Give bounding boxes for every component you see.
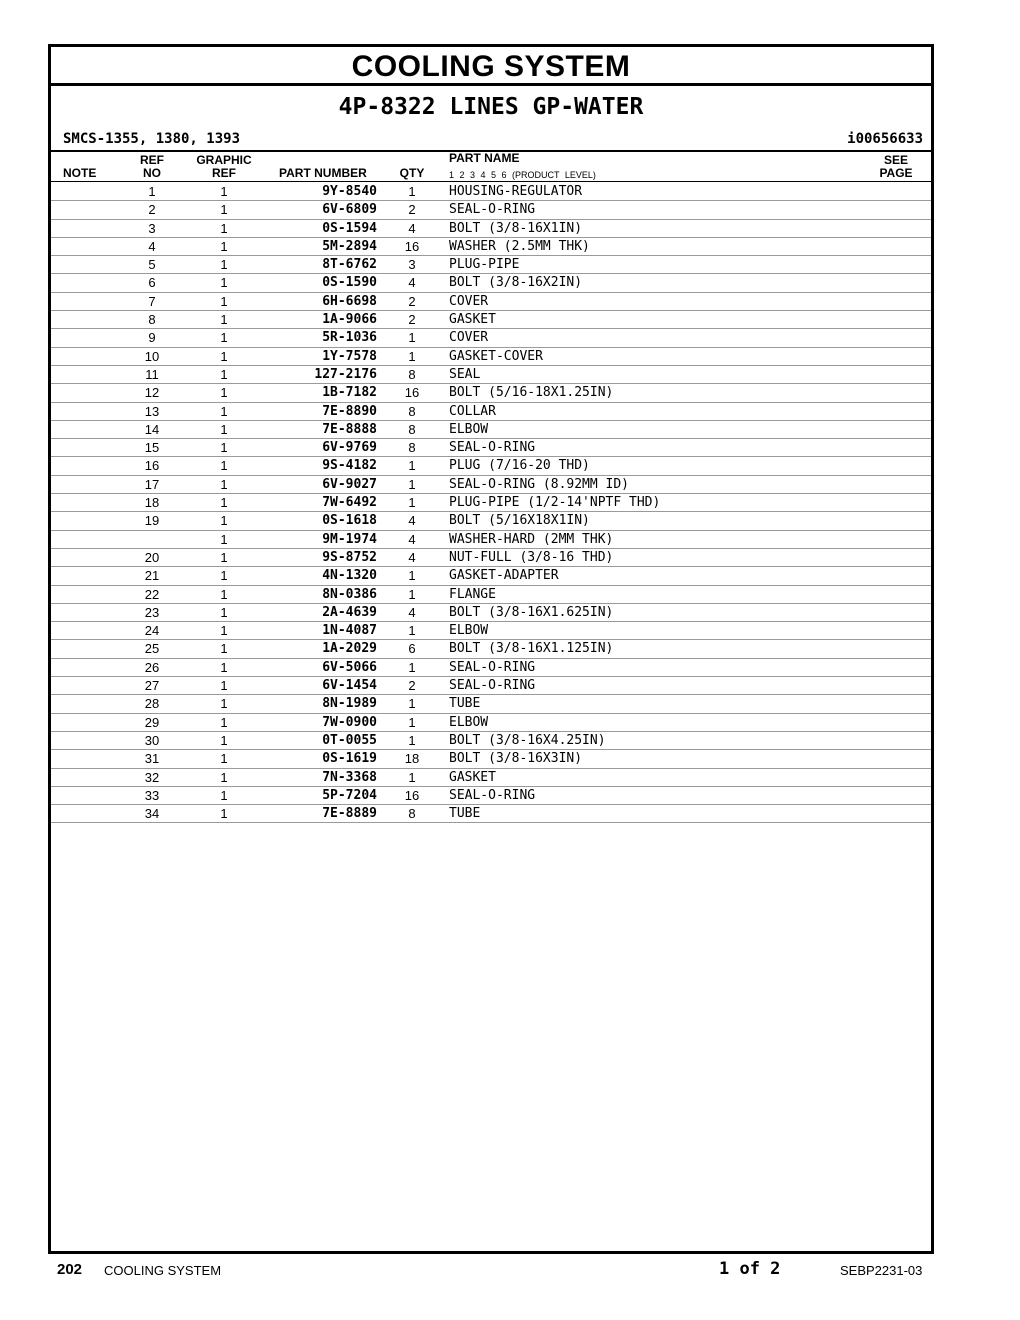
- parts-list-frame: [48, 44, 934, 1254]
- part-number-cell: 6V-6809: [322, 202, 377, 218]
- part-name-cell: TUBE: [449, 806, 481, 822]
- illustration-id: i00656633: [847, 131, 923, 147]
- ref-no-cell: 18: [144, 495, 160, 511]
- qty-cell: 1: [408, 714, 416, 730]
- qty-cell: 1: [408, 732, 416, 748]
- table-row: [51, 622, 931, 640]
- ref-no-cell: 9: [148, 330, 156, 346]
- qty-cell: 1: [408, 769, 416, 785]
- graphic-ref-cell: 1: [220, 385, 228, 401]
- table-row: [51, 457, 931, 475]
- ref-no-cell: 15: [144, 440, 160, 456]
- graphic-ref-cell: 1: [220, 275, 228, 291]
- table-row: [51, 439, 931, 457]
- table-row: [51, 220, 931, 238]
- page-title: COOLING SYSTEM: [51, 47, 931, 86]
- part-name-cell: SEAL-O-RING (8.92MM ID): [449, 476, 630, 492]
- graphic-ref-cell: 1: [220, 421, 228, 437]
- table-row: [51, 604, 931, 622]
- part-number-cell: 7E-8890: [322, 403, 377, 419]
- part-number-cell: 2A-4639: [322, 604, 377, 620]
- part-name-cell: SEAL-O-RING: [449, 202, 536, 218]
- qty-cell: 1: [408, 330, 416, 346]
- graphic-ref-cell: 1: [220, 604, 228, 620]
- page-of: 1 of 2: [719, 1259, 781, 1279]
- qty-cell: 18: [404, 751, 420, 767]
- qty-cell: 16: [404, 238, 420, 254]
- graphic-ref-cell: 1: [220, 787, 228, 803]
- table-row: [51, 476, 931, 494]
- col-see-header-top: SEE: [883, 153, 908, 167]
- graphic-ref-cell: 1: [220, 549, 228, 565]
- graphic-ref-cell: 1: [220, 769, 228, 785]
- graphic-ref-cell: 1: [220, 623, 228, 639]
- ref-no-cell: 13: [144, 403, 160, 419]
- part-name-cell: SEAL-O-RING: [449, 440, 536, 456]
- graphic-ref-cell: 1: [220, 641, 228, 657]
- table-row: [51, 311, 931, 329]
- part-name-cell: SEAL-O-RING: [449, 659, 536, 675]
- ref-no-cell: 30: [144, 732, 160, 748]
- ref-no-cell: 24: [144, 623, 160, 639]
- part-name-cell: COVER: [449, 293, 489, 309]
- qty-cell: 2: [408, 293, 416, 309]
- part-name-cell: COLLAR: [449, 403, 496, 419]
- ref-no-cell: 7: [148, 293, 156, 309]
- graphic-ref-cell: 1: [220, 568, 228, 584]
- part-number-cell: 7E-8888: [322, 421, 377, 437]
- table-row: [51, 714, 931, 732]
- part-name-cell: ELBOW: [449, 421, 489, 437]
- part-number-cell: 1A-2029: [322, 641, 377, 657]
- graphic-ref-cell: 1: [220, 220, 228, 236]
- part-number-cell: 8T-6762: [322, 257, 377, 273]
- table-row: [51, 695, 931, 713]
- table-row: [51, 787, 931, 805]
- graphic-ref-cell: 1: [220, 531, 228, 547]
- part-number-cell: 1N-4087: [322, 623, 377, 639]
- qty-cell: 16: [404, 787, 420, 803]
- qty-cell: 4: [408, 549, 416, 565]
- ref-no-cell: 11: [145, 366, 159, 382]
- qty-cell: 1: [408, 476, 416, 492]
- table-row: [51, 640, 931, 658]
- part-name-cell: PLUG-PIPE: [449, 257, 520, 273]
- group-subtitle: 4P-8322 LINES GP-WATER: [338, 94, 644, 120]
- graphic-ref-cell: 1: [220, 238, 228, 254]
- part-name-cell: GASKET-ADAPTER: [449, 568, 559, 584]
- part-name-cell: COVER: [449, 330, 489, 346]
- part-number-cell: 6V-1454: [322, 678, 377, 694]
- graphic-ref-cell: 1: [220, 714, 228, 730]
- col-graphic-header-bottom: REF: [212, 166, 236, 180]
- qty-cell: 2: [408, 312, 416, 328]
- part-number-cell: 6V-9027: [322, 476, 377, 492]
- qty-cell: 2: [408, 678, 416, 694]
- part-number-cell: 1A-9066: [322, 312, 377, 328]
- part-name-cell: ELBOW: [449, 714, 489, 730]
- part-name-cell: FLANGE: [449, 586, 496, 602]
- qty-cell: 1: [408, 184, 416, 199]
- part-name-cell: GASKET: [449, 769, 496, 785]
- ref-no-cell: 25: [144, 641, 160, 657]
- part-name-cell: SEAL-O-RING: [449, 678, 536, 694]
- qty-cell: 1: [408, 586, 416, 602]
- part-name-cell: BOLT (5/16-18X1.25IN): [449, 385, 614, 401]
- ref-no-cell: 28: [144, 696, 160, 712]
- qty-cell: 1: [408, 568, 416, 584]
- table-row: [51, 256, 931, 274]
- part-number-cell: 0S-1618: [322, 513, 377, 529]
- table-row: [51, 201, 931, 219]
- col-graphic-header-top: GRAPHIC: [196, 153, 252, 167]
- table-row: [51, 421, 931, 439]
- graphic-ref-cell: 1: [220, 513, 228, 529]
- ref-no-cell: 5: [148, 257, 156, 273]
- part-name-cell: PLUG (7/16-20 THD): [449, 458, 590, 474]
- ref-no-cell: 14: [144, 421, 160, 437]
- qty-cell: 8: [408, 440, 416, 456]
- part-number-cell: 5R-1036: [322, 330, 377, 346]
- part-name-cell: BOLT (3/8-16X1IN): [449, 220, 583, 236]
- ref-no-cell: 8: [148, 312, 156, 328]
- ref-no-cell: 2: [148, 202, 156, 218]
- table-row: [51, 293, 931, 311]
- part-number-cell: 8N-0386: [322, 586, 377, 602]
- ref-no-cell: 20: [144, 549, 160, 565]
- part-name-cell: TUBE: [449, 696, 481, 712]
- graphic-ref-cell: 1: [220, 732, 228, 748]
- ref-no-cell: 31: [144, 751, 160, 767]
- graphic-ref-cell: 1: [220, 440, 228, 456]
- ref-no-cell: 32: [144, 769, 160, 785]
- part-number-cell: 0T-0055: [322, 732, 377, 748]
- qty-cell: 8: [408, 806, 416, 822]
- col-qty-header: QTY: [399, 166, 425, 180]
- col-part-number-header: PART NUMBER: [279, 166, 367, 180]
- part-name-cell: NUT-FULL (3/8-16 THD): [449, 549, 614, 565]
- ref-no-cell: 6: [148, 275, 156, 291]
- part-name-cell: ELBOW: [449, 623, 489, 639]
- part-name-cell: SEAL-O-RING: [449, 787, 536, 803]
- graphic-ref-cell: 1: [220, 348, 228, 364]
- graphic-ref-cell: 1: [220, 659, 228, 675]
- table-row: [51, 329, 931, 347]
- table-row: [51, 769, 931, 787]
- part-name-cell: BOLT (3/8-16X1.625IN): [449, 604, 614, 620]
- part-number-cell: 5M-2894: [322, 238, 377, 254]
- parts-table: [51, 183, 931, 823]
- table-row: [51, 805, 931, 823]
- ref-no-cell: 23: [144, 604, 160, 620]
- ref-no-cell: 26: [144, 659, 160, 675]
- graphic-ref-cell: 1: [220, 678, 228, 694]
- graphic-ref-cell: 1: [220, 366, 228, 382]
- part-name-cell: SEAL: [449, 366, 481, 382]
- part-number-cell: 1Y-7578: [322, 348, 377, 364]
- graphic-ref-cell: 1: [220, 257, 228, 273]
- page-footer: [0, 1259, 1020, 1283]
- part-number-cell: 5P-7204: [322, 787, 377, 803]
- qty-cell: 4: [408, 220, 416, 236]
- part-name-cell: BOLT (5/16X18X1IN): [449, 513, 590, 529]
- ref-no-cell: 10: [144, 348, 160, 364]
- part-number-cell: 8N-1989: [322, 696, 377, 712]
- part-name-cell: PLUG-PIPE (1/2-14'NPTF THD): [449, 495, 661, 511]
- qty-cell: 1: [408, 623, 416, 639]
- part-name-cell: GASKET-COVER: [449, 348, 543, 364]
- table-row: [51, 403, 931, 421]
- table-row: [51, 567, 931, 585]
- part-name-cell: HOUSING-REGULATOR: [449, 184, 583, 199]
- col-part-name-header: PART NAME: [449, 151, 520, 165]
- part-name-cell: GASKET: [449, 312, 496, 328]
- part-number-cell: 9S-8752: [322, 549, 377, 565]
- qty-cell: 4: [408, 513, 416, 529]
- table-row: [51, 183, 931, 201]
- qty-cell: 8: [408, 421, 416, 437]
- part-number-cell: 6H-6698: [322, 293, 377, 309]
- document-id: SEBP2231-03: [840, 1263, 923, 1278]
- product-level-header: 1 2 3 4 5 6 (PRODUCT LEVEL): [449, 170, 596, 180]
- ref-no-cell: 1: [148, 184, 156, 199]
- table-row: [51, 549, 931, 567]
- part-number-cell: 9M-1974: [322, 531, 377, 547]
- ref-no-cell: 33: [144, 787, 160, 803]
- graphic-ref-cell: 1: [220, 586, 228, 602]
- table-row: [51, 238, 931, 256]
- col-ref-header-top: REF: [140, 153, 164, 167]
- part-number-cell: 1B-7182: [322, 385, 377, 401]
- qty-cell: 4: [408, 275, 416, 291]
- ref-no-cell: 4: [148, 238, 156, 254]
- part-number-cell: 0S-1590: [322, 275, 377, 291]
- graphic-ref-cell: 1: [220, 330, 228, 346]
- part-number-cell: 9Y-8540: [322, 184, 377, 199]
- table-row: [51, 512, 931, 530]
- graphic-ref-cell: 1: [220, 806, 228, 822]
- qty-cell: 8: [408, 403, 416, 419]
- qty-cell: 4: [408, 604, 416, 620]
- table-row: [51, 366, 931, 384]
- part-number-cell: 6V-5066: [322, 659, 377, 675]
- part-number-cell: 7W-6492: [322, 495, 377, 511]
- part-number-cell: 7N-3368: [322, 769, 377, 785]
- part-number-cell: 0S-1619: [322, 751, 377, 767]
- part-number-cell: 127-2176: [314, 366, 377, 382]
- table-row: [51, 732, 931, 750]
- part-number-cell: 7E-8889: [322, 806, 377, 822]
- part-name-cell: BOLT (3/8-16X3IN): [449, 751, 583, 767]
- qty-cell: 6: [408, 641, 416, 657]
- ref-no-cell: 16: [144, 458, 160, 474]
- part-name-cell: BOLT (3/8-16X2IN): [449, 275, 583, 291]
- table-row: [51, 348, 931, 366]
- graphic-ref-cell: 1: [220, 403, 228, 419]
- table-row: [51, 274, 931, 292]
- col-ref-header-bottom: NO: [143, 166, 161, 180]
- table-row: [51, 531, 931, 549]
- ref-no-cell: 17: [144, 476, 160, 492]
- qty-cell: 8: [408, 366, 416, 382]
- part-number-cell: 7W-0900: [322, 714, 377, 730]
- qty-cell: 4: [408, 531, 416, 547]
- qty-cell: 16: [404, 385, 420, 401]
- ref-no-cell: 34: [144, 806, 160, 822]
- graphic-ref-cell: 1: [220, 312, 228, 328]
- graphic-ref-cell: 1: [220, 751, 228, 767]
- part-name-cell: BOLT (3/8-16X4.25IN): [449, 732, 606, 748]
- table-row: [51, 384, 931, 402]
- graphic-ref-cell: 1: [220, 202, 228, 218]
- part-number-cell: 6V-9769: [322, 440, 377, 456]
- graphic-ref-cell: 1: [220, 476, 228, 492]
- graphic-ref-cell: 1: [220, 293, 228, 309]
- ref-no-cell: 19: [144, 513, 160, 529]
- graphic-ref-cell: 1: [220, 495, 228, 511]
- part-name-cell: WASHER (2.5MM THK): [449, 238, 590, 254]
- page-number: 202: [57, 1261, 83, 1278]
- table-row: [51, 659, 931, 677]
- qty-cell: 3: [408, 257, 416, 273]
- part-number-cell: 9S-4182: [322, 458, 377, 474]
- ref-no-cell: 22: [144, 586, 160, 602]
- ref-no-cell: 3: [148, 220, 156, 236]
- column-header-divider: [51, 181, 931, 182]
- part-name-cell: WASHER-HARD (2MM THK): [449, 531, 614, 547]
- ref-no-cell: 27: [144, 678, 160, 694]
- part-number-cell: 0S-1594: [322, 220, 377, 236]
- ref-no-cell: 29: [144, 714, 160, 730]
- qty-cell: 2: [408, 202, 416, 218]
- table-row: [51, 586, 931, 604]
- table-row: [51, 750, 931, 768]
- col-see-header-bottom: PAGE: [879, 166, 913, 180]
- graphic-ref-cell: 1: [220, 458, 228, 474]
- qty-cell: 1: [408, 458, 416, 474]
- part-number-cell: 4N-1320: [322, 568, 377, 584]
- table-row: [51, 494, 931, 512]
- ref-no-cell: 21: [144, 568, 160, 584]
- ref-no-cell: 12: [144, 385, 160, 401]
- graphic-ref-cell: 1: [220, 696, 228, 712]
- qty-cell: 1: [408, 659, 416, 675]
- graphic-ref-cell: 1: [220, 184, 228, 199]
- part-name-cell: BOLT (3/8-16X1.125IN): [449, 641, 614, 657]
- footer-section: COOLING SYSTEM: [104, 1263, 222, 1278]
- qty-cell: 1: [408, 495, 416, 511]
- table-row: [51, 677, 931, 695]
- qty-cell: 1: [408, 696, 416, 712]
- col-note-header: NOTE: [63, 166, 97, 180]
- smcs-codes: SMCS-1355, 1380, 1393: [63, 131, 241, 147]
- qty-cell: 1: [408, 348, 416, 364]
